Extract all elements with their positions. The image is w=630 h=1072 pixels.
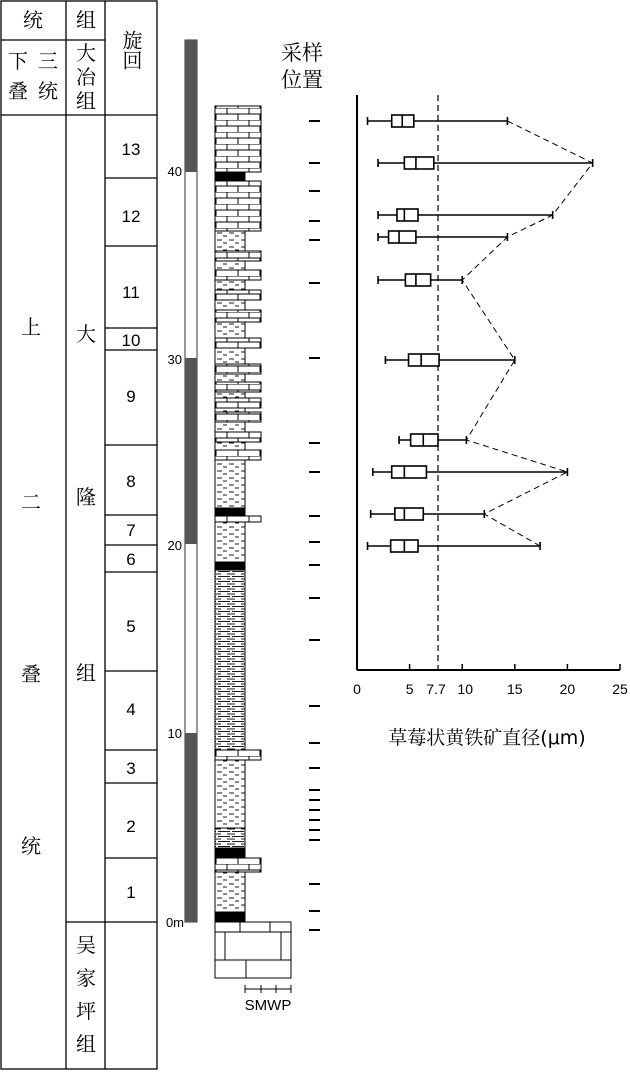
dalong-char-1: 大	[76, 322, 96, 346]
cycle-13: 13	[121, 140, 141, 159]
grain-size-legend	[245, 985, 292, 1014]
dalong-char-2: 隆	[76, 485, 96, 509]
cycle-1: 1	[126, 883, 136, 902]
x-tick-label-20: 20	[559, 681, 576, 697]
wujiaping-limestone-unit	[215, 922, 291, 978]
lower-series-char-1: 下	[8, 49, 28, 73]
upper-permian-char-1: 上	[21, 315, 41, 339]
x-tick-label-10: 10	[457, 681, 473, 697]
cycle-11: 11	[122, 283, 140, 302]
series-header: 统	[23, 8, 43, 32]
box-3	[397, 209, 418, 221]
lithology-column	[215, 106, 291, 978]
cycle-2: 2	[126, 817, 136, 836]
cycle-6: 6	[126, 550, 136, 569]
cycle-5: 5	[126, 617, 136, 636]
scale-tick-10: 10	[167, 726, 182, 741]
limestone-unit	[215, 181, 261, 231]
cycle-header: 旋回	[119, 30, 143, 70]
daye-char-3: 组	[76, 89, 96, 113]
cycle-12: 12	[121, 207, 141, 226]
scale-segment-0-10	[185, 733, 197, 922]
scale-segment-20-30	[185, 358, 197, 544]
box-4	[389, 231, 416, 243]
cycle-4: 4	[126, 700, 136, 719]
wujiaping-char-1: 吴	[76, 933, 96, 957]
grain-size-labels: SMWP	[244, 997, 292, 1014]
scale-tick-40: 40	[167, 164, 182, 179]
x-tick-label-25: 25	[612, 681, 628, 697]
box-9	[395, 508, 423, 520]
box-5	[405, 274, 430, 286]
box-7	[411, 434, 438, 446]
scale-tick-20: 20	[167, 538, 182, 553]
cycle-9: 9	[126, 387, 136, 406]
framboid-diameter-boxplot	[353, 95, 628, 697]
siliceous-unit	[215, 570, 245, 750]
daye-char-2: 冶	[76, 65, 96, 89]
cycle-10: 10	[121, 331, 141, 350]
black-shale-band	[215, 172, 245, 181]
x-tick-label-7.7: 7.7	[426, 681, 446, 697]
box-2	[404, 157, 433, 169]
cycle-7: 7	[126, 521, 136, 540]
box-6	[409, 354, 440, 366]
wujiaping-char-4: 组	[76, 1032, 96, 1056]
scale-tick-0m: 0m	[165, 915, 184, 930]
scale-segment-40-plus	[185, 40, 197, 172]
cycle-3: 3	[126, 759, 136, 778]
wujiaping-char-2: 家	[76, 966, 96, 990]
upper-permian-char-3: 叠	[21, 662, 41, 686]
dalong-char-3: 组	[76, 661, 96, 685]
daye-char-1: 大	[76, 41, 96, 65]
x-tick-label-15: 15	[507, 681, 523, 697]
scale-tick-30: 30	[167, 352, 182, 367]
upper-permian-char-2: 二	[21, 490, 41, 514]
x-axis-label: 草莓状黄铁矿直径(μm)	[388, 727, 586, 749]
formation-header: 组	[76, 8, 96, 32]
limestone-top-unit	[215, 106, 261, 172]
max-trend-line	[462, 121, 592, 546]
x-tick-label-0: 0	[353, 681, 361, 697]
lower-series-char-2: 叠	[8, 79, 28, 103]
mudstone-band	[215, 231, 245, 251]
triassic-char-1: 三	[38, 49, 58, 73]
sampling-title-line1: 采样	[281, 41, 323, 65]
x-tick-label-5: 5	[405, 681, 414, 697]
cycle-8: 8	[126, 472, 136, 491]
box-8	[392, 466, 427, 478]
sampling-title-line2: 位置	[281, 68, 323, 92]
triassic-char-2: 统	[38, 79, 58, 103]
wujiaping-char-3: 坪	[76, 999, 96, 1023]
upper-permian-char-4: 统	[21, 834, 41, 858]
sampling-markers	[309, 121, 320, 930]
depth-scale-bar	[185, 40, 197, 922]
